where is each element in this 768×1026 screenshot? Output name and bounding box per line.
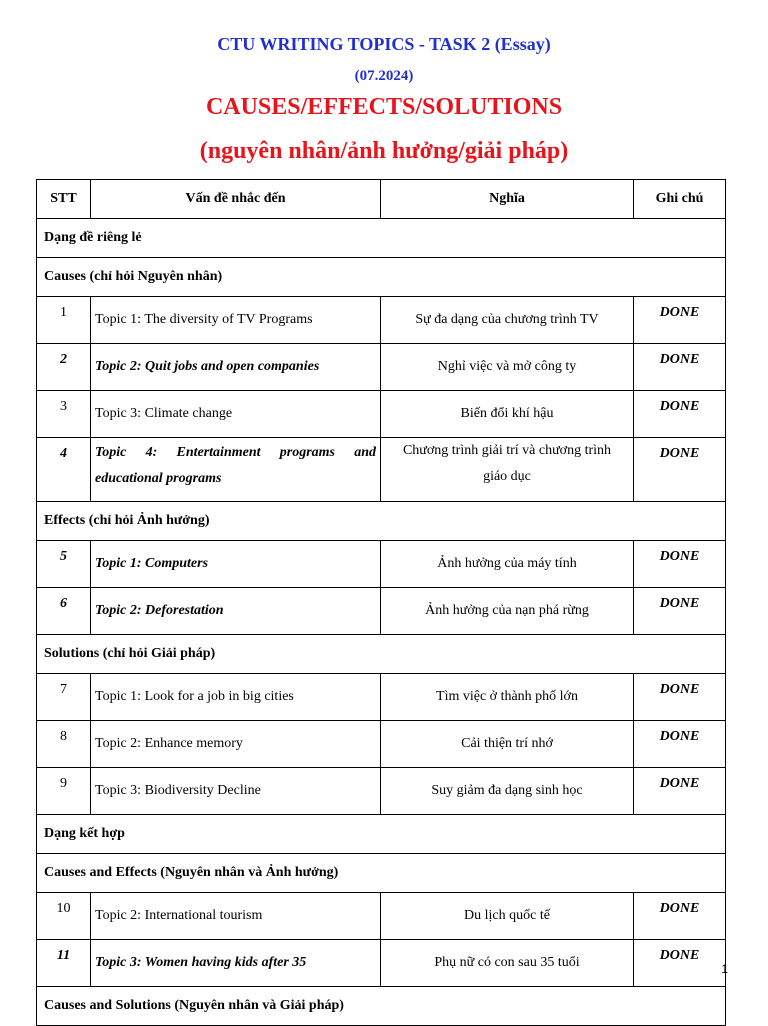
page-number: 1 (721, 962, 728, 976)
row-topic: Topic 1: Look for a job in big cities (91, 674, 381, 721)
row-number: 3 (37, 391, 91, 438)
table-row (37, 768, 726, 815)
row-note: DONE (634, 541, 726, 588)
row-topic: Topic 1: Computers (91, 541, 381, 588)
row-number: 10 (37, 893, 91, 940)
row-note: DONE (634, 588, 726, 635)
column-header-meaning: Nghĩa (381, 180, 634, 219)
column-header-stt: STT (37, 180, 91, 219)
table-header-row (37, 180, 726, 219)
row-meaning: Ảnh hưởng của nạn phá rừng (381, 588, 634, 635)
section-label: Causes (chỉ hỏi Nguyên nhân) (37, 258, 726, 297)
section-label: Effects (chỉ hỏi Ảnh hưởng) (37, 502, 726, 541)
row-note: DONE (634, 768, 726, 815)
row-note: DONE (634, 893, 726, 940)
row-meaning: Suy giảm đa dạng sinh học (381, 768, 634, 815)
section-label: Causes and Solutions (Nguyên nhân và Giải pháp) (37, 987, 726, 1026)
row-topic: Topic 3: Climate change (91, 391, 381, 438)
section-label: Solutions (chỉ hỏi Giải pháp) (37, 635, 726, 674)
row-meaning-line-2: giáo dục (483, 469, 531, 484)
row-number: 6 (37, 588, 91, 635)
row-note: DONE (634, 721, 726, 768)
row-number: 1 (37, 297, 91, 344)
section-row-effects (37, 502, 726, 541)
row-note: DONE (634, 297, 726, 344)
row-number: 11 (37, 940, 91, 987)
row-note: DONE (634, 344, 726, 391)
row-note: DONE (634, 391, 726, 438)
row-number: 9 (37, 768, 91, 815)
section-row-combined (37, 815, 726, 854)
table-row (37, 674, 726, 721)
row-meaning-line-1: Chương trình giải trí và chương trình (402, 443, 612, 458)
document-title: CTU WRITING TOPICS - TASK 2 (Essay) (217, 34, 551, 54)
column-header-topic: Vấn đề nhắc đến (91, 180, 381, 219)
row-number: 7 (37, 674, 91, 721)
table-row (37, 297, 726, 344)
row-topic: Topic 3: Biodiversity Decline (91, 768, 381, 815)
section-row-causes (37, 258, 726, 297)
row-number: 4 (37, 438, 91, 502)
section-label: Dạng đề riêng lẻ (37, 219, 726, 258)
row-topic: Topic 2: Deforestation (91, 588, 381, 635)
section-row-causes-effects (37, 854, 726, 893)
row-meaning: Sự đa dạng của chương trình TV (381, 297, 634, 344)
row-note: DONE (634, 438, 726, 502)
document-date: (07.2024) (354, 68, 414, 84)
row-number: 2 (37, 344, 91, 391)
table-row (37, 391, 726, 438)
row-meaning: Nghỉ việc và mở công ty (381, 344, 634, 391)
row-note: DONE (634, 940, 726, 987)
table-row (37, 344, 726, 391)
row-topic: Topic 2: Enhance memory (91, 721, 381, 768)
table-row (37, 588, 726, 635)
row-topic: Topic 2: International tourism (91, 893, 381, 940)
section-row-solutions (37, 635, 726, 674)
row-meaning: Biến đổi khí hậu (381, 391, 634, 438)
document-subtitle: CAUSES/EFFECTS/SOLUTIONS (205, 94, 563, 120)
row-meaning: Cải thiện trí nhớ (381, 721, 634, 768)
row-topic: Topic 2: Quit jobs and open companies (91, 344, 381, 391)
topics-table (36, 179, 726, 1026)
section-label: Causes and Effects (Nguyên nhân và Ảnh hưởng) (37, 854, 726, 893)
section-row-causes-solutions (37, 987, 726, 1026)
table-row (37, 893, 726, 940)
row-topic: Topic 1: The diversity of TV Programs (91, 297, 381, 344)
row-number: 8 (37, 721, 91, 768)
table-row (37, 940, 726, 987)
section-row-single (37, 219, 726, 258)
row-topic-line-1: Topic 4: Entertainment programs and (95, 445, 376, 460)
row-meaning: Du lịch quốc tế (381, 893, 634, 940)
document-subtitle-vietnamese: (nguyên nhân/ảnh hưởng/giải pháp) (199, 138, 569, 164)
row-meaning: Ảnh hưởng của máy tính (381, 541, 634, 588)
table-row (37, 438, 726, 502)
row-number: 5 (37, 541, 91, 588)
row-meaning: Phụ nữ có con sau 35 tuổi (381, 940, 634, 987)
row-meaning: Tìm việc ở thành phố lớn (381, 674, 634, 721)
row-topic: Topic 3: Women having kids after 35 (91, 940, 381, 987)
column-header-note: Ghi chú (634, 180, 726, 219)
table-row (37, 541, 726, 588)
row-note: DONE (634, 674, 726, 721)
table-row (37, 721, 726, 768)
section-label: Dạng kết hợp (37, 815, 726, 854)
row-topic-line-2: educational programs (95, 471, 222, 486)
